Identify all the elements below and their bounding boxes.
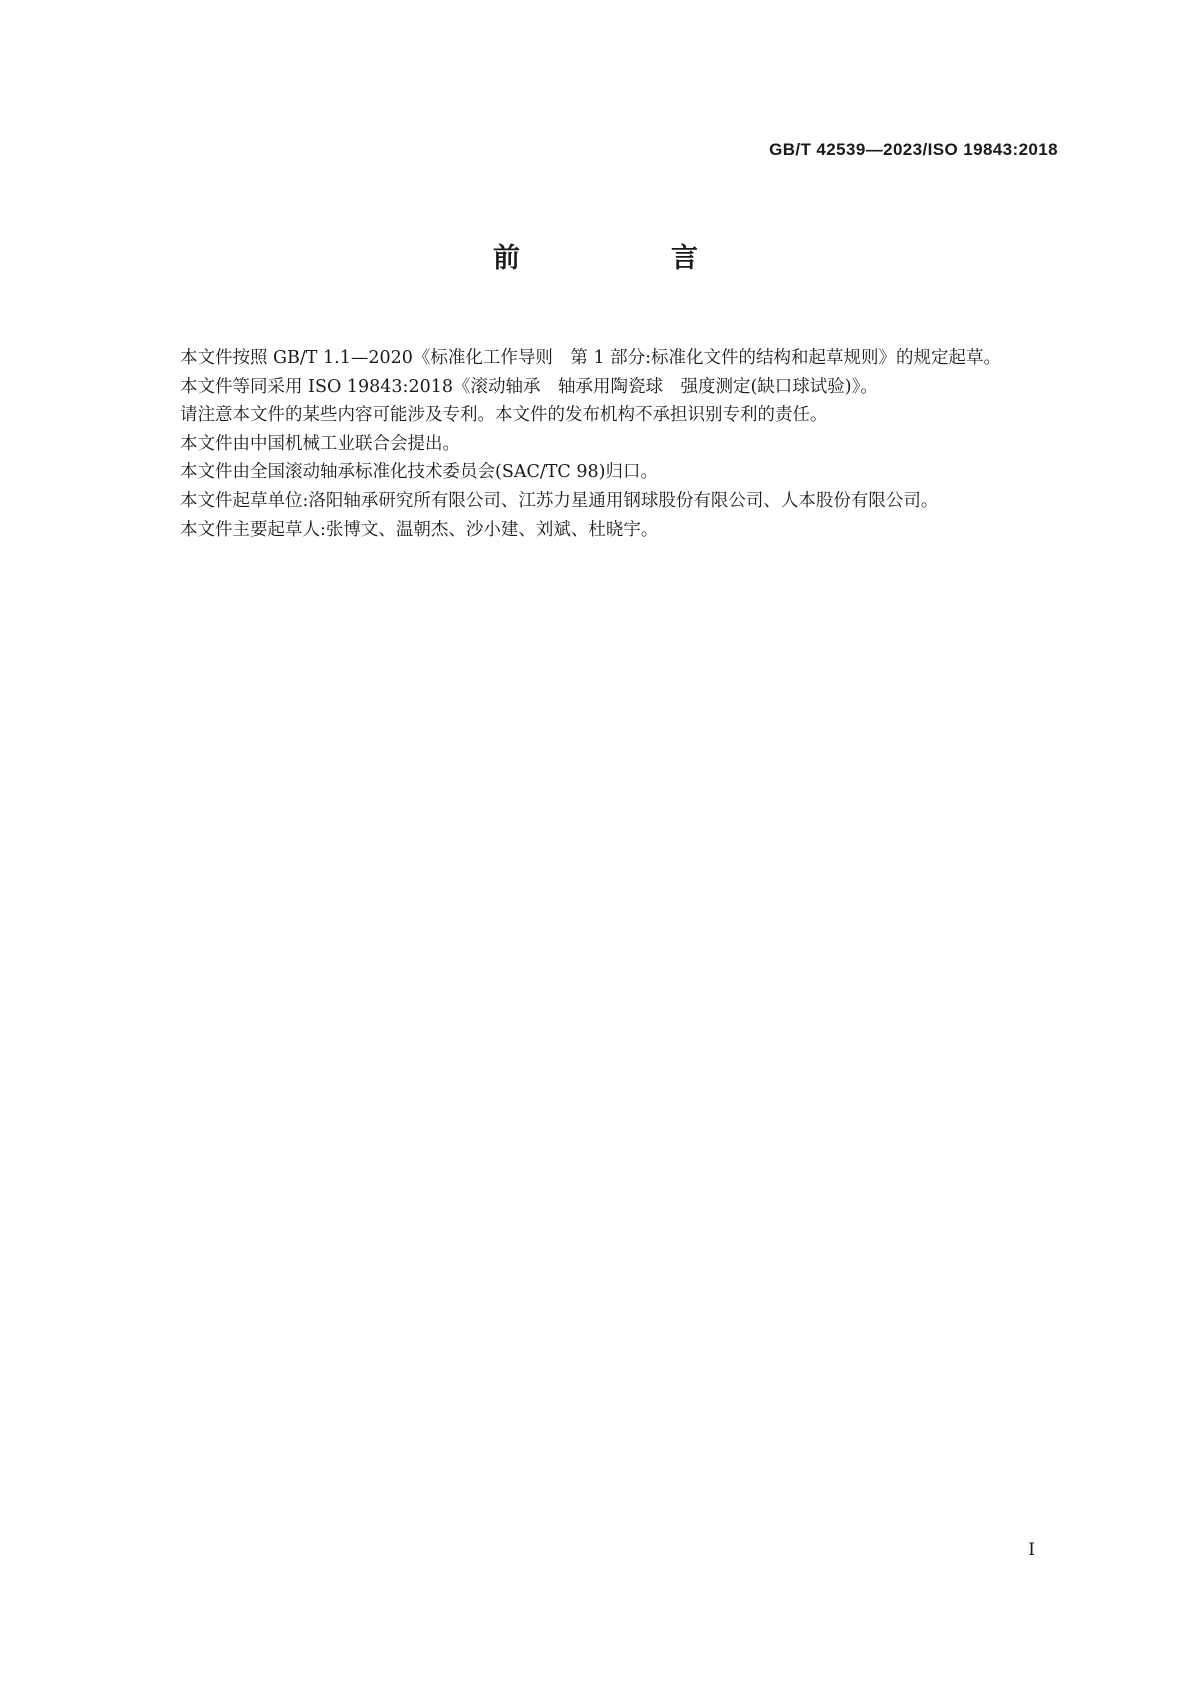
paragraph-drafting-units: 本文件起草单位:洛阳轴承研究所有限公司、江苏力星通用钢球股份有限公司、人本股份有限公司。	[180, 490, 939, 511]
paragraph-adoption: 本文件等同采用 ISO 19843:2018《滚动轴承 轴承用陶瓷球 强度测定(缺口球试验)》。	[180, 376, 878, 397]
standard-code: GB/T 42539—2023/ISO 19843:2018	[769, 140, 1058, 159]
paragraph-drafters: 本文件主要起草人:张博文、温朝杰、沙小建、刘斌、杜晓宇。	[180, 519, 659, 540]
page-title: 前 言	[493, 243, 760, 274]
page-number: I	[1028, 1540, 1035, 1560]
paragraph-administrator: 本文件由全国滚动轴承标准化技术委员会(SAC/TC 98)归口。	[180, 462, 658, 483]
foreword-body	[145, 344, 1065, 544]
paragraph-patent-notice: 请注意本文件的某些内容可能涉及专利。本文件的发布机构不承担识别专利的责任。	[180, 405, 828, 426]
paragraph-proposer: 本文件由中国机械工业联合会提出。	[180, 433, 460, 454]
paragraph-drafting-rules: 本文件按照 GB/T 1.1—2020《标准化工作导则 第 1 部分:标准化文件的结构和起草规则》的规定起草。	[180, 348, 1002, 368]
